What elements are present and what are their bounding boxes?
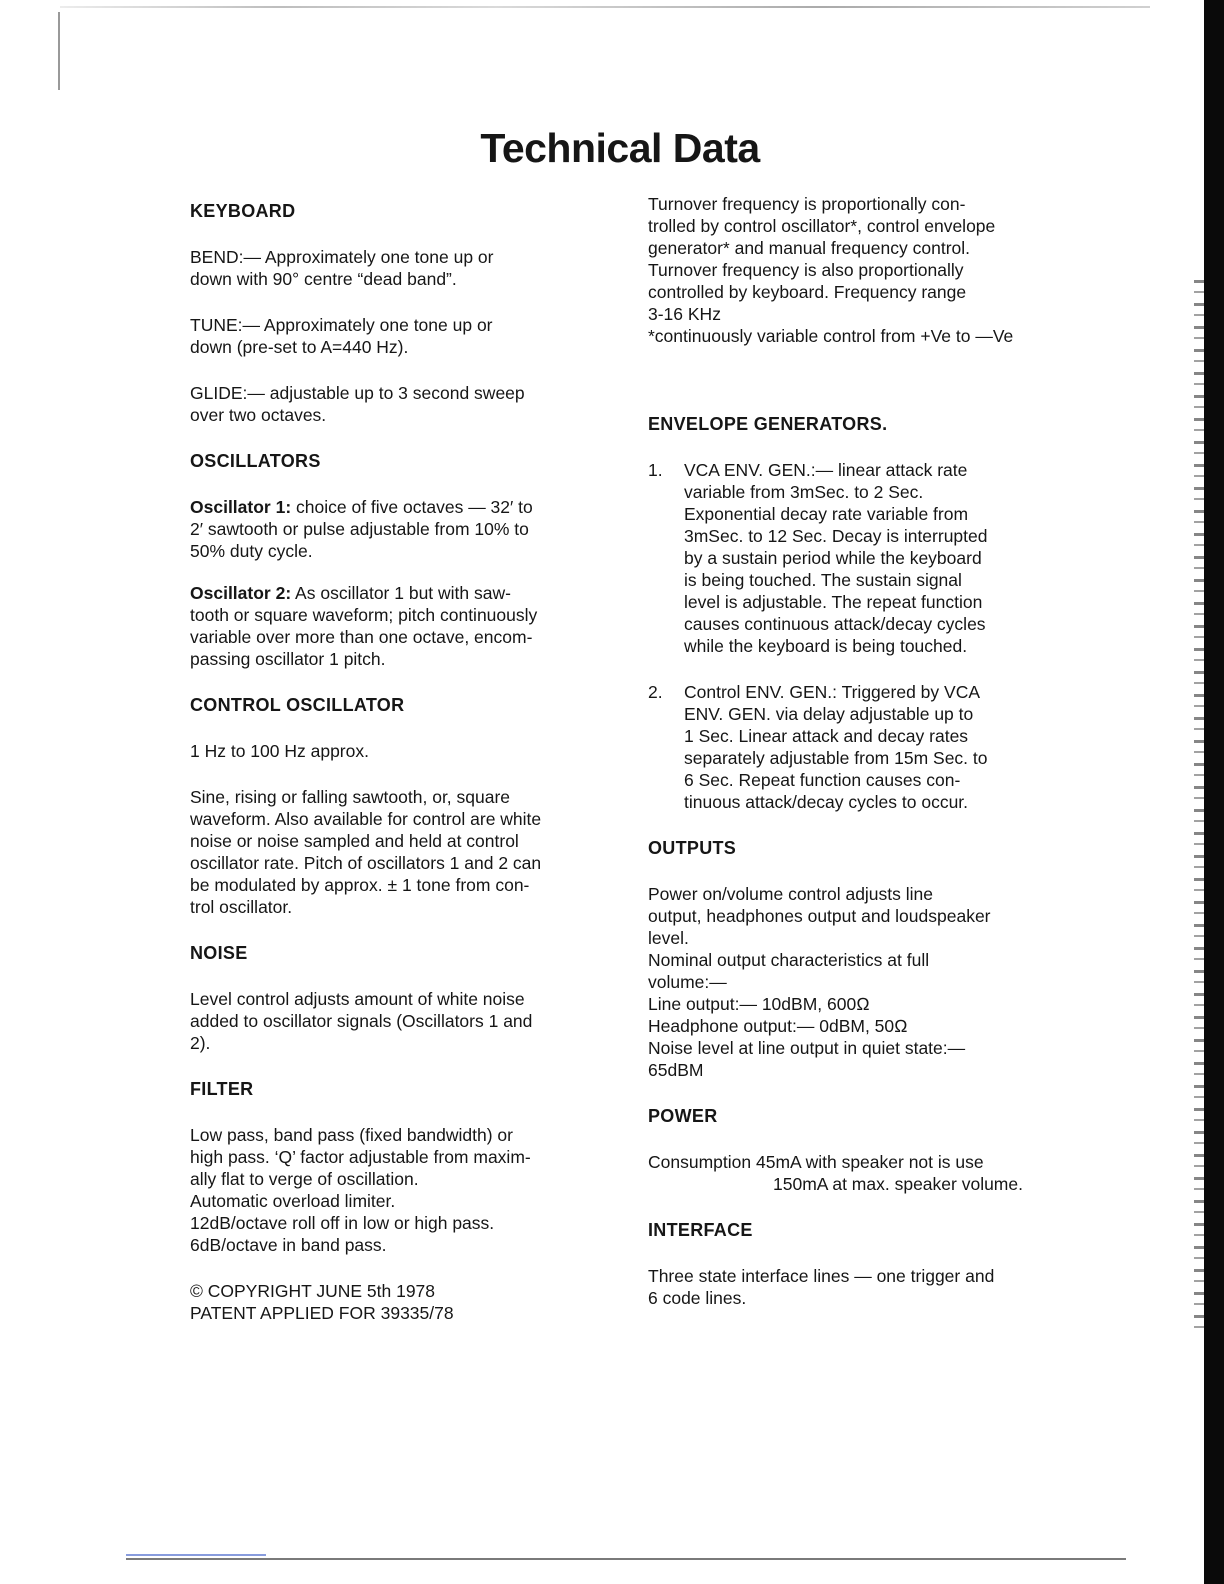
filter-continued-section [648, 193, 1068, 347]
filter-cont-line-1: Turnover frequency is proportionally con- [648, 194, 966, 214]
keyboard-section [190, 200, 620, 426]
osc1-label: Oscillator 1: [190, 497, 292, 517]
filter-line-5: 12dB/octave roll off in low or high pass. [190, 1213, 495, 1233]
tune-line-2: down (pre-set to A=440 Hz). [190, 337, 409, 357]
noise-line-2: added to oscillator signals (Oscillators 1 and [190, 1011, 533, 1031]
interface-line-2: 6 code lines. [648, 1288, 747, 1308]
noise-heading: NOISE [190, 943, 248, 963]
osc2-line-4: passing oscillator 1 pitch. [190, 649, 386, 669]
outputs-line-2: output, headphones output and loudspeaker [648, 906, 991, 926]
noise-section [190, 942, 620, 1054]
env1-line-7: level is adjustable. The repeat function [684, 592, 983, 612]
control-oscillator-line-5: be modulated by approx. ± 1 tone from con- [190, 875, 530, 895]
patent-line: PATENT APPLIED FOR 39335/78 [190, 1303, 454, 1323]
filter-cont-line-5: controlled by keyboard. Frequency range [648, 282, 967, 302]
env2-line-4: separately adjustable from 15m Sec. to [684, 748, 988, 768]
control-oscillator-line-1: Sine, rising or falling sawtooth, or, square [190, 787, 511, 807]
bend-line-2: down with 90° centre “dead band”. [190, 269, 457, 289]
osc1-text-1: choice of five octaves — 32′ to [291, 497, 533, 517]
outputs-line-9: 65dBM [648, 1060, 704, 1080]
outputs-line-1: Power on/volume control adjusts line [648, 884, 934, 904]
envelope-item-2 [648, 681, 1068, 813]
env1-line-3: Exponential decay rate variable from [684, 504, 969, 524]
left-column [190, 200, 620, 1324]
outputs-line-4: Nominal output characteristics at full [648, 950, 930, 970]
osc1-line-1 [190, 496, 620, 518]
control-oscillator-line-6: trol oscillator. [190, 897, 293, 917]
control-oscillator-line-3: noise or noise sampled and held at control [190, 831, 519, 851]
filter-cont-line-6: 3-16 KHz [648, 304, 721, 324]
envelope-item-1 [648, 459, 1068, 657]
control-oscillator-line-2: waveform. Also available for control are white [190, 809, 542, 829]
env2-line-5: 6 Sec. Repeat function causes con- [684, 770, 961, 790]
osc2-line-3: variable over more than one octave, encom- [190, 627, 533, 647]
scan-bottom-edge [126, 1558, 1126, 1560]
envelope-heading: ENVELOPE GENERATORS. [648, 414, 888, 434]
interface-section [648, 1219, 1068, 1309]
control-oscillator-section [190, 694, 620, 918]
osc2-line-1 [190, 582, 620, 604]
outputs-line-6: Line output:— 10dBM, 600Ω [648, 994, 870, 1014]
tune-line-1: TUNE:— Approximately one tone up or [190, 315, 493, 335]
power-section [648, 1105, 1068, 1195]
filter-line-1: Low pass, band pass (fixed bandwidth) or [190, 1125, 513, 1145]
env1-line-1: VCA ENV. GEN.:— linear attack rate [684, 460, 968, 480]
osc2-line-2: tooth or square waveform; pitch continuously [190, 605, 538, 625]
filter-cont-line-3: generator* and manual frequency control. [648, 238, 971, 258]
filter-line-2: high pass. ‘Q’ factor adjustable from maxim- [190, 1147, 531, 1167]
scan-right-edge [1158, 0, 1224, 1584]
outputs-line-7: Headphone output:— 0dBM, 50Ω [648, 1016, 908, 1036]
envelope-section [648, 413, 1068, 813]
interface-line-1: Three state interface lines — one trigger and [648, 1266, 995, 1286]
scan-top-edge [60, 6, 1150, 8]
filter-cont-line-2: trolled by control oscillator*, control envelope [648, 216, 996, 236]
bend-line-1: BEND:— Approximately one tone up or [190, 247, 494, 267]
outputs-line-8: Noise level at line output in quiet state:— [648, 1038, 966, 1058]
osc2-text-1: As oscillator 1 but with saw- [291, 583, 511, 603]
power-line-2: 150mA at max. speaker volume. [773, 1174, 1023, 1194]
env1-line-5: by a sustain period while the keyboard [684, 548, 982, 568]
control-oscillator-heading: CONTROL OSCILLATOR [190, 695, 405, 715]
power-heading: POWER [648, 1106, 718, 1126]
outputs-line-5: volume:— [648, 972, 727, 992]
oscillators-heading: OSCILLATORS [190, 451, 321, 471]
oscillators-section [190, 450, 620, 670]
osc1-line-3: 50% duty cycle. [190, 541, 313, 561]
keyboard-heading: KEYBOARD [190, 201, 296, 221]
page-title: Technical Data [480, 125, 760, 172]
interface-heading: INTERFACE [648, 1220, 753, 1240]
env1-line-8: causes continuous attack/decay cycles [684, 614, 986, 634]
glide-line-1: GLIDE:— adjustable up to 3 second sweep [190, 383, 525, 403]
right-column [648, 193, 1068, 1309]
filter-cont-line-7: *continuously variable control from +Ve to —Ve [648, 326, 1014, 346]
filter-cont-line-4: Turnover frequency is also proportionally [648, 260, 964, 280]
outputs-heading: OUTPUTS [648, 838, 737, 858]
env2-line-2: ENV. GEN. via delay adjustable up to [684, 704, 974, 724]
filter-section [190, 1078, 620, 1256]
scan-left-mark [58, 12, 60, 90]
envelope-item-1-number: 1. [648, 460, 663, 480]
osc2-label: Oscillator 2: [190, 583, 292, 603]
env1-line-2: variable from 3mSec. to 2 Sec. [684, 482, 924, 502]
osc1-line-2: 2′ sawtooth or pulse adjustable from 10% to [190, 519, 529, 539]
filter-line-4: Automatic overload limiter. [190, 1191, 396, 1211]
outputs-section [648, 837, 1068, 1081]
env1-line-6: is being touched. The sustain signal [684, 570, 962, 590]
control-oscillator-range: 1 Hz to 100 Hz approx. [190, 741, 369, 761]
env1-line-4: 3mSec. to 12 Sec. Decay is interrupted [684, 526, 988, 546]
power-line-1: Consumption 45mA with speaker not is use [648, 1152, 984, 1172]
env1-line-9: while the keyboard is being touched. [684, 636, 968, 656]
env2-line-3: 1 Sec. Linear attack and decay rates [684, 726, 969, 746]
copyright-line: © COPYRIGHT JUNE 5th 1978 [190, 1281, 436, 1301]
env2-line-1: Control ENV. GEN.: Triggered by VCA [684, 682, 981, 702]
noise-line-3: 2). [190, 1033, 211, 1053]
envelope-item-2-number: 2. [648, 682, 663, 702]
control-oscillator-line-4: oscillator rate. Pitch of oscillators 1 and 2 can [190, 853, 542, 873]
glide-line-2: over two octaves. [190, 405, 327, 425]
env2-line-6: tinuous attack/decay cycles to occur. [684, 792, 969, 812]
filter-line-3: ally flat to verge of oscillation. [190, 1169, 419, 1189]
filter-line-6: 6dB/octave in band pass. [190, 1235, 387, 1255]
outputs-line-3: level. [648, 928, 689, 948]
filter-heading: FILTER [190, 1079, 254, 1099]
noise-line-1: Level control adjusts amount of white noise [190, 989, 525, 1009]
